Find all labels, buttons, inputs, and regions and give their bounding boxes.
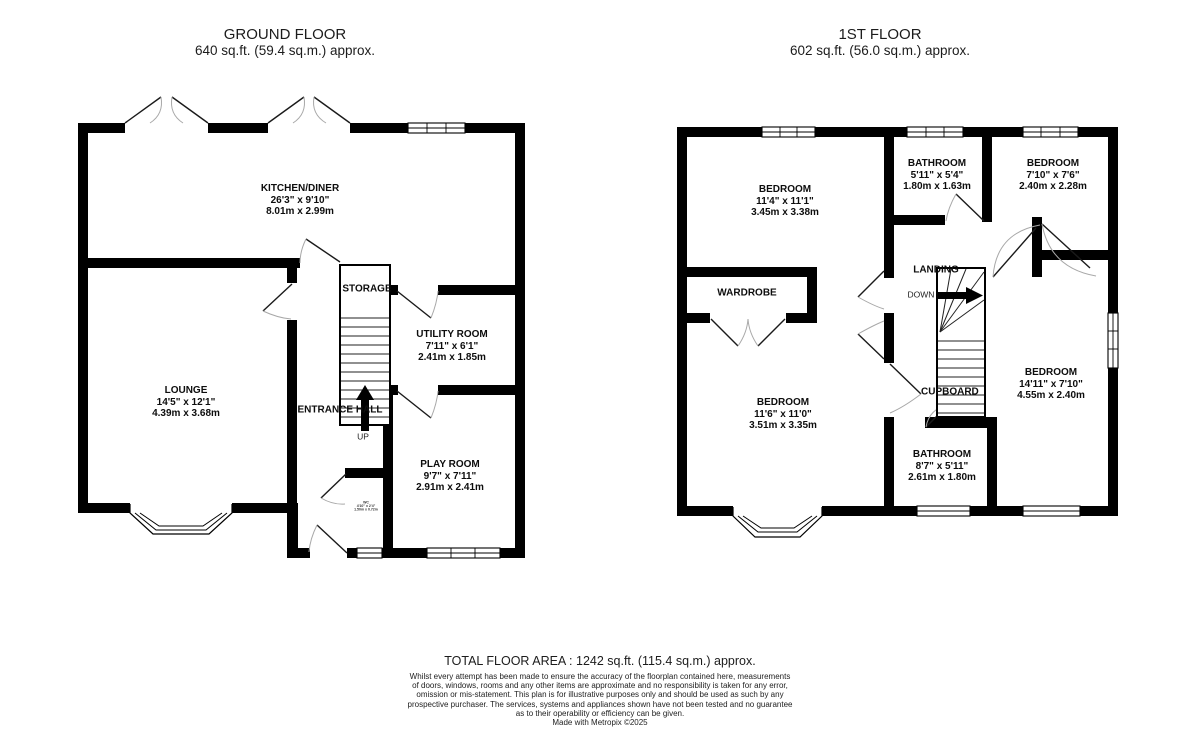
room-label-cupboard: CUPBOARD xyxy=(921,386,979,398)
window-bedroom3-right xyxy=(1108,313,1118,368)
doors-wardrobe xyxy=(711,319,785,346)
door-bathroom2 xyxy=(890,364,921,413)
ground-floor-area-text: 640 sq.ft. (59.4 sq.m.) approx. xyxy=(194,43,376,58)
doors-landing-left xyxy=(858,271,884,359)
label-up: UP xyxy=(357,431,369,442)
first-floor-title-text: 1ST FLOOR xyxy=(838,26,922,43)
room-label-storage: STORAGE xyxy=(342,283,392,295)
first-floor-area-text: 602 sq.ft. (56.0 sq.m.) approx. xyxy=(789,43,971,58)
room-label-wc: WC 4'10" x 2'4" 1.50m x 0.72m xyxy=(354,500,378,512)
room-label-landing: LANDING xyxy=(913,264,959,276)
disclaimer-line: omission or mis-statement. This plan is for illustrative purposes only and should be used as such by any xyxy=(416,690,784,700)
ground-floor-title-text: GROUND FLOOR xyxy=(223,26,347,43)
door-wc xyxy=(321,474,346,504)
disclaimer-line: as to their operability or efficiency can be given. xyxy=(515,708,685,718)
room-label-bedroom-1: BEDROOM 11'4" x 11'1" 3.45m x 3.38m xyxy=(751,183,819,218)
room-label-lounge: LOUNGE 14'5" x 12'1" 4.39m x 3.68m xyxy=(152,384,220,419)
french-doors-kitchen-right xyxy=(268,97,350,123)
door-kitchen xyxy=(300,239,340,263)
window-bathroom2-bottom xyxy=(917,506,970,516)
window-bathroom1-top xyxy=(907,127,963,137)
window-bedroom3-bottom xyxy=(1023,506,1080,516)
room-label-bathroom-2: BATHROOM 8'7" x 5'11" 2.61m x 1.80m xyxy=(908,448,976,483)
door-play-room xyxy=(397,391,438,418)
room-label-bedroom-4: BEDROOM 11'6" x 11'0" 3.51m x 3.35m xyxy=(749,396,817,431)
door-front-entrance xyxy=(309,525,347,553)
window-kitchen-top xyxy=(408,123,465,133)
door-bathroom1 xyxy=(946,194,984,221)
window-play-room xyxy=(427,548,500,558)
room-label-bathroom-1: BATHROOM 5'11" x 5'4" 1.80m x 1.63m xyxy=(903,157,971,192)
room-label-utility-room: UTILITY ROOM 7'11" x 6'1" 2.41m x 1.85m xyxy=(416,328,488,363)
window-bedroom1-top xyxy=(762,127,815,137)
window-wc xyxy=(357,548,382,558)
total-floor-area: TOTAL FLOOR AREA : 1242 sq.ft. (115.4 sq.m.) approx. xyxy=(444,654,756,668)
bay-window-bedroom xyxy=(733,507,822,537)
room-label-kitchen-diner: KITCHEN/DINER 26'3" x 9'10" 8.01m x 2.99m xyxy=(260,182,340,217)
french-doors-kitchen-left xyxy=(125,97,208,123)
disclaimer-line: of doors, windows, rooms and any other items are approximate and no responsibility is taken for any error, xyxy=(412,681,788,691)
bay-window-lounge xyxy=(130,504,232,534)
credit-line: Made with Metropix ©2025 xyxy=(552,718,648,728)
door-lounge xyxy=(263,284,292,319)
label-down: DOWN xyxy=(907,289,935,300)
room-label-wardrobe: WARDROBE xyxy=(717,287,777,299)
disclaimer-line: Whilst every attempt has been made to ensure the accuracy of the floorplan contained here, measurements xyxy=(409,672,791,681)
room-label-bedroom-2: BEDROOM 7'10" x 7'6" 2.40m x 2.28m xyxy=(1019,157,1087,192)
room-label-play-room: PLAY ROOM 9'7" x 7'11" 2.91m x 2.41m xyxy=(416,458,484,493)
room-label-entrance-hall: ENTRANCE HALL xyxy=(297,404,383,416)
disclaimer-line: prospective purchaser. The services, systems and appliances shown have not been tested and no guarantee xyxy=(407,699,793,709)
door-utility-room xyxy=(397,291,438,318)
room-label-bedroom-3: BEDROOM 14'11" x 7'10" 4.55m x 2.40m xyxy=(1017,366,1085,401)
footer xyxy=(300,653,900,727)
window-bedroom2-top xyxy=(1023,127,1078,137)
